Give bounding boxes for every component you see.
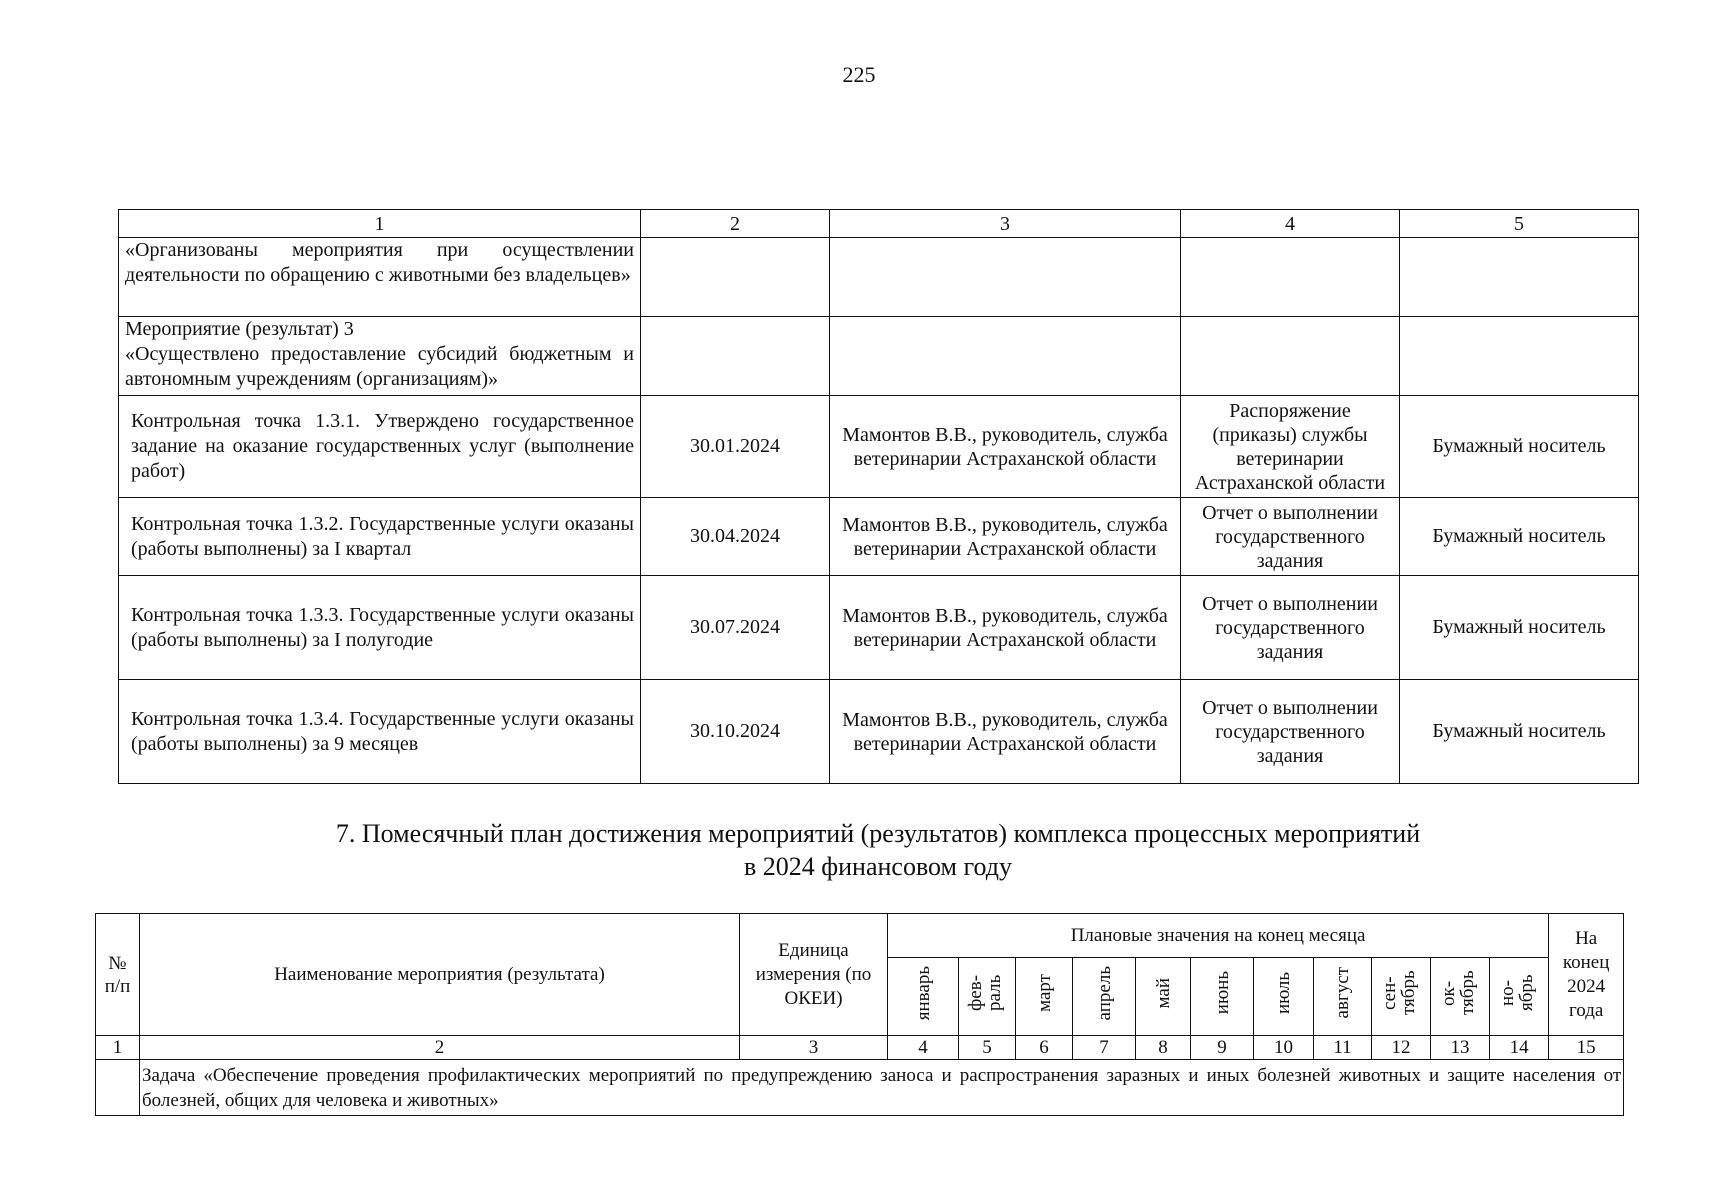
document-cell: Отчет о выполнении государственного задания [1181, 498, 1400, 576]
column-number: 8 [1136, 1036, 1191, 1060]
column-number: 12 [1372, 1036, 1431, 1060]
task-number-cell [96, 1060, 140, 1116]
document-cell [1181, 238, 1400, 317]
header-cell: 1 [119, 210, 641, 238]
unit-header: Единица измерения (по ОКЕИ) [740, 914, 888, 1036]
table-row [119, 238, 1639, 317]
column-number: 4 [888, 1036, 959, 1060]
activity-result-text: «Осуществлено предоставление субсидий бюджетным и автономным учреждениям (организациям)» [125, 343, 634, 390]
deadline-cell: 30.07.2024 [641, 576, 830, 680]
task-description: Задача «Обеспечение проведения профилактических мероприятий по предупреждению заноса и распространения заразных и иных болезней животных и защите населения от болезней, общих для человека и животных» [140, 1060, 1624, 1116]
table-row [119, 576, 1639, 680]
table-row [119, 396, 1639, 498]
activity-result-label: Мероприятие (результат) 3 [125, 318, 354, 340]
deadline-cell: 30.10.2024 [641, 680, 830, 784]
month-cell [1490, 958, 1549, 1036]
month-cell [1073, 958, 1136, 1036]
column-number: 6 [1016, 1036, 1073, 1060]
deadline-cell: 30.04.2024 [641, 498, 830, 576]
responsible-cell [830, 238, 1181, 317]
month-cell [1136, 958, 1191, 1036]
month-label: но-ябрь [1497, 974, 1538, 1012]
month-cell [1254, 958, 1314, 1036]
month-cell [959, 958, 1016, 1036]
header-cell: 4 [1181, 210, 1400, 238]
table-row [119, 317, 1639, 396]
column-number: 10 [1254, 1036, 1314, 1060]
month-cell [888, 958, 959, 1036]
month-cell [1191, 958, 1254, 1036]
responsible-cell: Мамонтов В.В., руководитель, служба ветеринарии Астраханской области [830, 576, 1181, 680]
number-header: № п/п [96, 914, 140, 1036]
table-row [119, 680, 1639, 784]
medium-cell: Бумажный носитель [1400, 396, 1639, 498]
monthly-plan-table [95, 913, 1624, 1116]
month-label: фев-раль [965, 974, 1005, 1012]
column-number: 2 [140, 1036, 740, 1060]
month-label: март [1033, 974, 1055, 1012]
activity-name-cell: Контрольная точка 1.3.3. Государственные услуги оказаны (работы выполнены) за I полугодие [119, 576, 641, 680]
month-label: июнь [1211, 971, 1233, 1015]
month-cell [1372, 958, 1431, 1036]
month-cell [1314, 958, 1372, 1036]
month-label: январь [912, 965, 934, 1021]
month-cell [1016, 958, 1073, 1036]
name-header: Наименование мероприятия (результата) [140, 914, 740, 1036]
responsible-cell: Мамонтов В.В., руководитель, служба ветеринарии Астраханской области [830, 498, 1181, 576]
section-title-line: 7. Помесячный план достижения мероприятий (результатов) комплекса процессных мероприятий [335, 819, 1421, 848]
plan-values-header: Плановые значения на конец месяца [888, 914, 1549, 958]
column-number: 7 [1073, 1036, 1136, 1060]
column-number: 11 [1314, 1036, 1372, 1060]
document-cell: Распоряжение (приказы) службы ветеринарии Астраханской области [1181, 396, 1400, 498]
year-end-header: На конец 2024 года [1549, 914, 1624, 1036]
task-row [96, 1060, 1624, 1116]
header-cell: 2 [641, 210, 830, 238]
month-cell [1431, 958, 1490, 1036]
month-label: апрель [1093, 965, 1115, 1021]
month-label: август [1332, 967, 1353, 1019]
activity-name-cell: Контрольная точка 1.3.2. Государственные услуги оказаны (работы выполнены) за I квартал [119, 498, 641, 576]
table-row [119, 498, 1639, 576]
deadline-cell: 30.01.2024 [641, 396, 830, 498]
column-number: 15 [1549, 1036, 1624, 1060]
activity-name-cell [119, 317, 641, 396]
responsible-cell [830, 317, 1181, 396]
activity-name-cell: «Организованы мероприятия при осуществлении деятельности по обращению с животными без владельцев» [119, 238, 641, 317]
document-cell: Отчет о выполнении государственного задания [1181, 576, 1400, 680]
month-label: ок-тябрь [1438, 970, 1478, 1016]
month-label: май [1152, 977, 1174, 1009]
column-number: 5 [959, 1036, 1016, 1060]
table-header-row [96, 914, 1624, 958]
header-cell: 5 [1400, 210, 1639, 238]
document-cell [1181, 317, 1400, 396]
activity-name-cell: Контрольная точка 1.3.4. Государственные услуги оказаны (работы выполнены) за 9 месяцев [119, 680, 641, 784]
responsible-cell: Мамонтов В.В., руководитель, служба ветеринарии Астраханской области [830, 680, 1181, 784]
medium-cell: Бумажный носитель [1400, 576, 1639, 680]
medium-cell [1400, 238, 1639, 317]
deadline-cell [641, 238, 830, 317]
control-points-table [118, 209, 1639, 784]
deadline-cell [641, 317, 830, 396]
activity-name-cell: Контрольная точка 1.3.1. Утверждено государственное задание на оказание государственных услуг (выполнение работ) [119, 396, 641, 498]
column-number: 3 [740, 1036, 888, 1060]
responsible-cell: Мамонтов В.В., руководитель, служба ветеринарии Астраханской области [830, 396, 1181, 498]
column-number: 1 [96, 1036, 140, 1060]
medium-cell [1400, 317, 1639, 396]
column-number: 13 [1431, 1036, 1490, 1060]
header-cell: 3 [830, 210, 1181, 238]
medium-cell: Бумажный носитель [1400, 680, 1639, 784]
section-title [118, 817, 1638, 883]
document-cell: Отчет о выполнении государственного задания [1181, 680, 1400, 784]
column-number: 14 [1490, 1036, 1549, 1060]
page-number: 225 [842, 62, 876, 87]
month-label: июль [1273, 971, 1294, 1015]
table-header-row [119, 210, 1639, 238]
column-number: 9 [1191, 1036, 1254, 1060]
medium-cell: Бумажный носитель [1400, 498, 1639, 576]
month-label: сен-тябрь [1379, 970, 1419, 1016]
section-title-line: в 2024 финансовом году [744, 852, 1012, 881]
column-numbers-row [96, 1036, 1624, 1060]
